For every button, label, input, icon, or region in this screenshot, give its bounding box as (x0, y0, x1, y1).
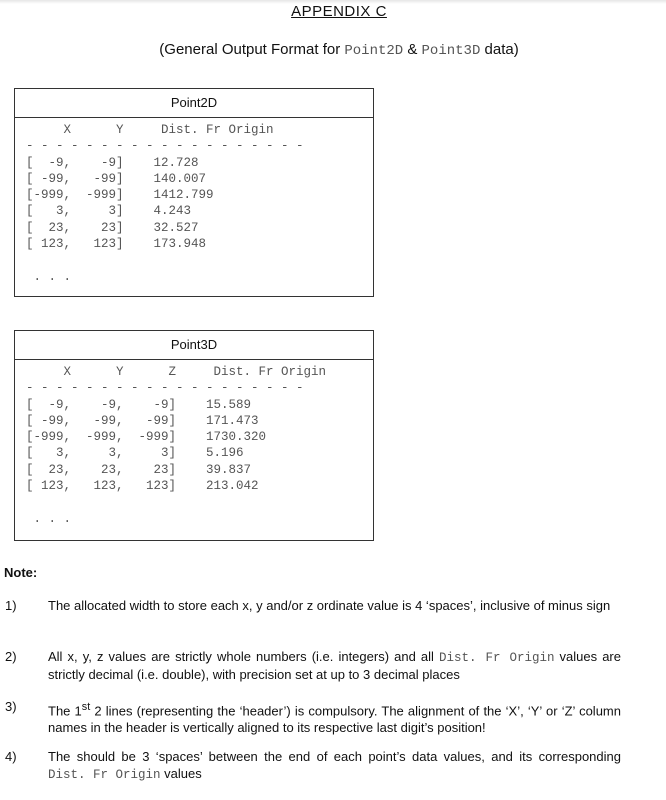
note-text-a: All x, y, z values are strictly whole numbers (i.e. integers) and all (48, 649, 439, 664)
page-title (0, 3, 666, 20)
note-text (48, 649, 621, 683)
subtitle-suffix: data) (480, 41, 519, 58)
note-text-b: values are strictly decimal (i.e. double), with precision set at up to 3 decimal places (48, 649, 621, 682)
subtitle-code-point3d: Point3D (421, 43, 481, 59)
note-text-body: The allocated width to store each x, y and/or z ordinate value is 4 ‘spaces’, inclusive of minus sign (48, 598, 611, 613)
note-number: 4) (5, 749, 17, 764)
notes-label: Note: (4, 565, 38, 580)
point3d-heading: Point3D (15, 331, 373, 360)
note-number: 1) (5, 598, 17, 613)
note-text-b: 2 lines (representing the ‘header’) is compulsory. The alignment of the ‘X’, ‘Y’ or ‘Z’ column names in the header is vertically aligned to its respective last digit’s position! (48, 703, 621, 735)
note-code: Dist. Fr Origin (48, 767, 161, 782)
point2d-heading: Point2D (15, 89, 373, 118)
page-title-text: APPENDIX C (291, 3, 387, 20)
note-number: 3) (5, 699, 17, 714)
note-code: Dist. Fr Origin (438, 651, 555, 665)
subtitle (0, 41, 666, 59)
subtitle-code-point2d: Point2D (344, 43, 404, 59)
note-text (48, 699, 621, 736)
point2d-output-text: X Y Dist. Fr Origin - - - - - - - - - - - - - - - - - - - [ -9, -9] 12.728 [ -99, -99] 140.007 [-999, -999] 1412.799 [ 3, 3] 4.243 [ 23, 23] 32.527 [ 123, 123] 173.948 . . . (26, 123, 304, 284)
subtitle-prefix: (General Output Format for (159, 41, 345, 58)
point3d-output-box (14, 330, 374, 541)
note-text-a: The should be 3 ‘spaces’ between the end of each point’s data values, and its corresponding (48, 749, 621, 764)
note-number: 2) (5, 649, 17, 664)
point3d-output-text: X Y Z Dist. Fr Origin - - - - - - - - - - - - - - - - - - - [ -9, -9, -9] 15.589 [ -99, -99, -99] 171.473 [-999, -999, -999] 1730.320 [ 3, 3, 3] 5.196 [ 23, 23, 23] 39.837 [ 123, 123, 123] 213.042 . . . (26, 365, 327, 526)
note-text-b: values (160, 765, 202, 781)
note-text (48, 598, 621, 615)
subtitle-mid: & (403, 41, 422, 58)
note-text-a: The 1 (48, 703, 82, 719)
point2d-output-box (14, 88, 374, 297)
note-text (48, 749, 621, 783)
note-superscript: st (81, 701, 91, 713)
